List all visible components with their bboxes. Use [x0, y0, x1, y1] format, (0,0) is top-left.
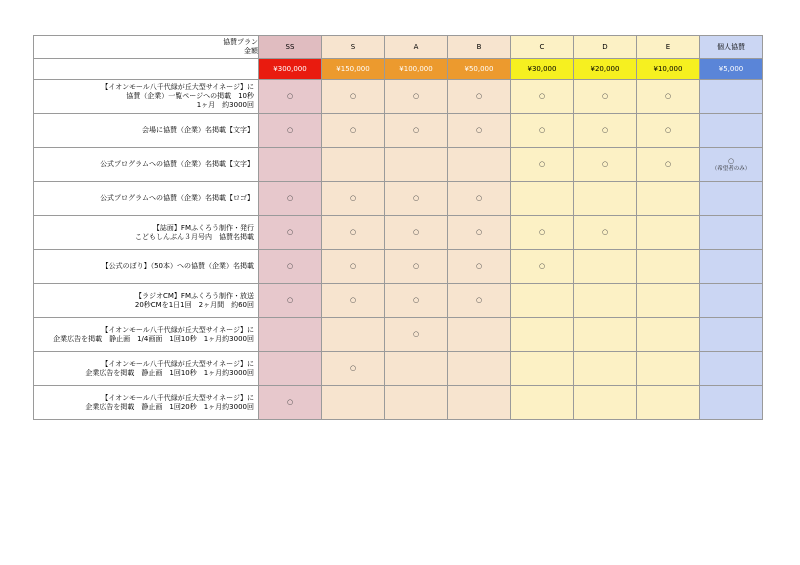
included-mark: ○	[349, 296, 357, 304]
tier-ss-cell	[259, 114, 322, 148]
tier-individual-cell	[700, 352, 763, 386]
price-s: ¥150,000	[322, 59, 385, 80]
benefit-label-line: 【ラジオCM】FMふくろう制作・放送	[135, 291, 254, 300]
included-mark: ○	[412, 330, 420, 338]
included-mark: ○	[286, 398, 294, 406]
tier-individual-cell	[700, 250, 763, 284]
included-mark: ○	[412, 228, 420, 236]
benefit-row	[34, 318, 763, 352]
price-d: ¥20,000	[574, 59, 637, 80]
tier-b-cell	[448, 352, 511, 386]
tier-ss-cell	[259, 148, 322, 182]
benefit-label-cell	[34, 352, 259, 386]
tier-d-header: D	[574, 36, 637, 59]
price-ss: ¥300,000	[259, 59, 322, 80]
individual-note: （希望者のみ）	[711, 165, 751, 172]
included-mark: ○	[538, 262, 546, 270]
tier-ss-cell	[259, 250, 322, 284]
tier-s-cell	[322, 352, 385, 386]
benefit-label-line: 協賛（企業）一覧ページへの掲載 10秒	[126, 92, 254, 100]
benefit-label-line: 公式プログラムへの協賛（企業）名掲載【文字】	[100, 160, 254, 168]
tier-b-header: B	[448, 36, 511, 59]
included-mark: ○	[664, 92, 672, 100]
tier-a-cell	[385, 352, 448, 386]
tier-s-cell	[322, 318, 385, 352]
tier-c-cell	[511, 114, 574, 148]
included-mark: ○	[349, 364, 357, 372]
tier-s-cell	[322, 80, 385, 114]
tier-d-cell	[574, 148, 637, 182]
tier-c-header: C	[511, 36, 574, 59]
tier-d-cell	[574, 80, 637, 114]
included-mark: ○	[286, 194, 294, 202]
included-mark: ○	[664, 126, 672, 134]
tier-a-cell	[385, 386, 448, 420]
tier-a-cell	[385, 114, 448, 148]
benefit-label-cell	[34, 386, 259, 420]
price-e: ¥10,000	[637, 59, 700, 80]
plan-label: 協賛プラン	[223, 38, 258, 46]
included-mark: ○	[601, 228, 609, 236]
tier-e-cell	[637, 182, 700, 216]
included-mark: ○	[538, 228, 546, 236]
tier-b-cell	[448, 318, 511, 352]
tier-b-cell	[448, 114, 511, 148]
tier-c-cell	[511, 250, 574, 284]
price-row-label-cell	[34, 59, 259, 80]
price-b: ¥50,000	[448, 59, 511, 80]
tier-c-cell	[511, 386, 574, 420]
tier-e-cell	[637, 80, 700, 114]
tier-individual-header: 個人協賛	[700, 36, 763, 59]
tier-b-cell	[448, 80, 511, 114]
tier-e-cell	[637, 148, 700, 182]
tier-c-cell	[511, 352, 574, 386]
tier-s-cell	[322, 386, 385, 420]
benefit-label-cell	[34, 80, 259, 114]
tier-a-cell	[385, 148, 448, 182]
benefit-label-line: 【誌面】FMふくろう制作・発行	[152, 223, 254, 232]
included-mark: ○	[412, 92, 420, 100]
tier-ss-cell	[259, 352, 322, 386]
tier-b-cell	[448, 148, 511, 182]
included-mark: ○	[349, 194, 357, 202]
benefit-row	[34, 182, 763, 216]
tier-a-cell	[385, 216, 448, 250]
tier-c-cell	[511, 148, 574, 182]
tier-ss-cell	[259, 80, 322, 114]
included-mark: ○	[538, 126, 546, 134]
benefit-label-line: 【イオンモール八千代緑が丘大型サイネージ】に	[101, 325, 254, 334]
included-mark: ○	[412, 194, 420, 202]
tier-ss-cell	[259, 182, 322, 216]
benefit-label-cell	[34, 114, 259, 148]
benefit-label-line: 1ヶ月 約3000回	[196, 101, 254, 109]
tier-d-cell	[574, 250, 637, 284]
benefit-label-cell	[34, 318, 259, 352]
benefit-rows	[34, 80, 763, 420]
included-mark: ○	[475, 92, 483, 100]
included-mark: ○	[664, 160, 672, 168]
benefit-row	[34, 148, 763, 182]
tier-s-cell	[322, 216, 385, 250]
tier-individual-cell	[700, 80, 763, 114]
tier-ss-cell	[259, 318, 322, 352]
tier-s-cell	[322, 250, 385, 284]
price-c: ¥30,000	[511, 59, 574, 80]
tier-individual-cell	[700, 386, 763, 420]
included-mark: ○	[727, 156, 735, 165]
included-mark: ○	[412, 262, 420, 270]
tier-d-cell	[574, 284, 637, 318]
tier-individual-cell	[700, 216, 763, 250]
benefit-row	[34, 352, 763, 386]
included-mark: ○	[601, 92, 609, 100]
tier-s-cell	[322, 114, 385, 148]
benefit-row	[34, 284, 763, 318]
benefit-row	[34, 250, 763, 284]
included-mark: ○	[286, 228, 294, 236]
included-mark: ○	[475, 194, 483, 202]
benefit-label-cell	[34, 284, 259, 318]
tier-individual-cell	[700, 318, 763, 352]
tier-d-cell	[574, 114, 637, 148]
included-mark: ○	[601, 126, 609, 134]
price-row	[34, 59, 763, 80]
tier-individual-cell	[700, 284, 763, 318]
tier-e-cell	[637, 386, 700, 420]
tier-s-cell	[322, 284, 385, 318]
tier-individual-cell	[700, 182, 763, 216]
price-individual: ¥5,000	[700, 59, 763, 80]
benefit-label-line: 【イオンモール八千代緑が丘大型サイネージ】に	[101, 83, 254, 91]
tier-individual-cell	[700, 148, 763, 182]
included-mark: ○	[475, 228, 483, 236]
tier-s-header: S	[322, 36, 385, 59]
benefit-label-cell	[34, 250, 259, 284]
tier-c-cell	[511, 318, 574, 352]
tier-e-cell	[637, 216, 700, 250]
sponsorship-plan-table	[33, 35, 763, 420]
tier-ss-cell	[259, 386, 322, 420]
included-mark: ○	[349, 262, 357, 270]
tier-a-cell	[385, 250, 448, 284]
benefit-label-line: 企業広告を掲載 静止画 1回20秒 1ヶ月約3000回	[85, 402, 254, 411]
tier-e-header: E	[637, 36, 700, 59]
tier-s-cell	[322, 182, 385, 216]
included-mark: ○	[538, 92, 546, 100]
benefit-row	[34, 114, 763, 148]
tier-b-cell	[448, 216, 511, 250]
tier-a-cell	[385, 318, 448, 352]
tier-header-row	[34, 36, 763, 59]
tier-e-cell	[637, 250, 700, 284]
included-mark: ○	[349, 228, 357, 236]
tier-e-cell	[637, 352, 700, 386]
benefit-label-cell	[34, 148, 259, 182]
benefit-label-line: こどもしんぶん３月号内 協賛名掲載	[135, 232, 254, 241]
tier-b-cell	[448, 284, 511, 318]
included-mark: ○	[286, 296, 294, 304]
included-mark: ○	[412, 126, 420, 134]
benefit-row	[34, 386, 763, 420]
included-mark: ○	[286, 92, 294, 100]
tier-b-cell	[448, 250, 511, 284]
benefit-label-line: 企業広告を掲載 静止画 1回10秒 1ヶ月約3000回	[85, 368, 254, 377]
tier-b-cell	[448, 386, 511, 420]
tier-d-cell	[574, 352, 637, 386]
benefit-label-cell	[34, 182, 259, 216]
included-mark: ○	[286, 126, 294, 134]
tier-d-cell	[574, 386, 637, 420]
tier-c-cell	[511, 284, 574, 318]
tier-ss-header: SS	[259, 36, 322, 59]
tier-c-cell	[511, 182, 574, 216]
tier-ss-cell	[259, 216, 322, 250]
included-mark: ○	[349, 92, 357, 100]
benefit-row	[34, 216, 763, 250]
benefit-label-line: 【公式のぼり】（50本）への協賛（企業）名掲載	[101, 262, 254, 270]
price-a: ¥100,000	[385, 59, 448, 80]
included-mark: ○	[349, 126, 357, 134]
benefit-row	[34, 80, 763, 114]
benefit-label-line: 企業広告を掲載 静止画 1/4画面 1回10秒 1ヶ月約3000回	[53, 334, 254, 343]
benefit-label-line: 【イオンモール八千代緑が丘大型サイネージ】に	[101, 359, 254, 368]
included-mark: ○	[538, 160, 546, 168]
tier-e-cell	[637, 284, 700, 318]
tier-c-cell	[511, 80, 574, 114]
tier-e-cell	[637, 318, 700, 352]
tier-a-cell	[385, 80, 448, 114]
tier-e-cell	[637, 114, 700, 148]
tier-d-cell	[574, 318, 637, 352]
tier-a-cell	[385, 182, 448, 216]
tier-a-cell	[385, 284, 448, 318]
included-mark: ○	[601, 160, 609, 168]
tier-b-cell	[448, 182, 511, 216]
benefit-label-cell	[34, 216, 259, 250]
included-mark: ○	[475, 126, 483, 134]
tier-individual-cell	[700, 114, 763, 148]
tier-c-cell	[511, 216, 574, 250]
included-mark: ○	[475, 262, 483, 270]
included-mark: ○	[286, 262, 294, 270]
tier-a-header: A	[385, 36, 448, 59]
benefit-label-line: 20秒CMを1日1回 2ヶ月間 約60回	[134, 300, 254, 309]
amount-label: 金額	[244, 47, 258, 55]
included-mark: ○	[412, 296, 420, 304]
tier-ss-cell	[259, 284, 322, 318]
plan-header-cell	[34, 36, 259, 59]
included-mark: ○	[475, 296, 483, 304]
benefit-label-line: 【イオンモール八千代緑が丘大型サイネージ】に	[101, 393, 254, 402]
tier-d-cell	[574, 216, 637, 250]
tier-d-cell	[574, 182, 637, 216]
benefit-label-line: 会場に協賛（企業）名掲載【文字】	[142, 126, 254, 134]
tier-s-cell	[322, 148, 385, 182]
benefit-label-line: 公式プログラムへの協賛（企業）名掲載【ロゴ】	[100, 194, 254, 202]
